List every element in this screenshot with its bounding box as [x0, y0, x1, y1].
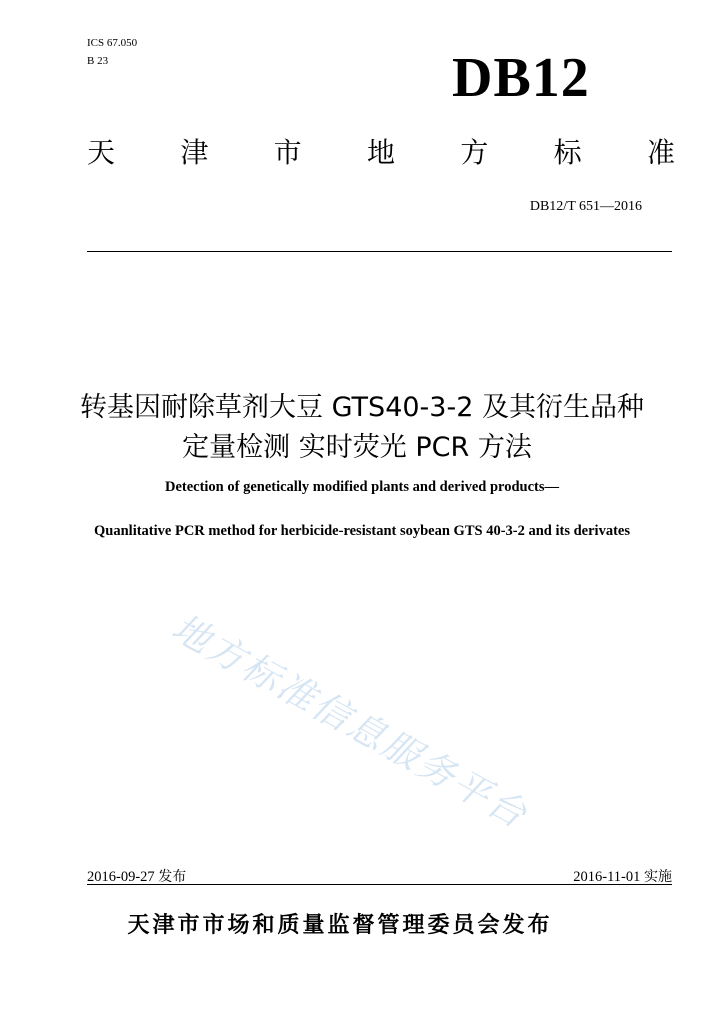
- implement-date-block: [573, 866, 672, 886]
- top-divider: [87, 251, 672, 252]
- publisher: 天津市市场和质量监督管理委员会发布: [127, 912, 553, 938]
- english-title-line-2: Quanlitative PCR method for herbicide-resistant soybean GTS 40-3-2 and its derivates: [94, 523, 630, 539]
- classification-codes: [87, 34, 137, 70]
- issuer-char: 准: [646, 136, 675, 169]
- chinese-title-line-1: 转基因耐除草剂大豆 GTS40-3-2 及其衍生品种: [80, 392, 644, 423]
- bottom-divider: [87, 884, 672, 885]
- implement-date: 2016-11-01: [573, 869, 641, 885]
- implement-label: 实施: [644, 869, 672, 885]
- ics-code: ICS 67.050: [87, 37, 138, 49]
- issuer-char: 天: [87, 136, 116, 169]
- english-title-line-1: Detection of genetically modified plants and derived products—: [164, 479, 560, 495]
- chinese-title-line-2: 定量检测 实时荧光 PCR 方法: [182, 432, 532, 463]
- standard-logo: DB12: [452, 47, 590, 109]
- chinese-title: [0, 388, 724, 468]
- issuer-char: 地: [366, 136, 395, 169]
- issuer-char: 市: [273, 136, 302, 169]
- issuer-char: 方: [460, 136, 489, 169]
- issue-label: 发布: [158, 869, 187, 885]
- ccs-code: B 23: [87, 55, 109, 67]
- watermark: 地方标准信息服务平台: [164, 605, 536, 838]
- issuer-char: 标: [553, 136, 582, 169]
- issue-date: 2016-09-27: [87, 869, 155, 885]
- standard-number: DB12/T 651—2016: [529, 199, 642, 214]
- issuer-char: 津: [180, 136, 209, 169]
- issue-date-block: [87, 866, 186, 886]
- issuer-title: [87, 134, 675, 172]
